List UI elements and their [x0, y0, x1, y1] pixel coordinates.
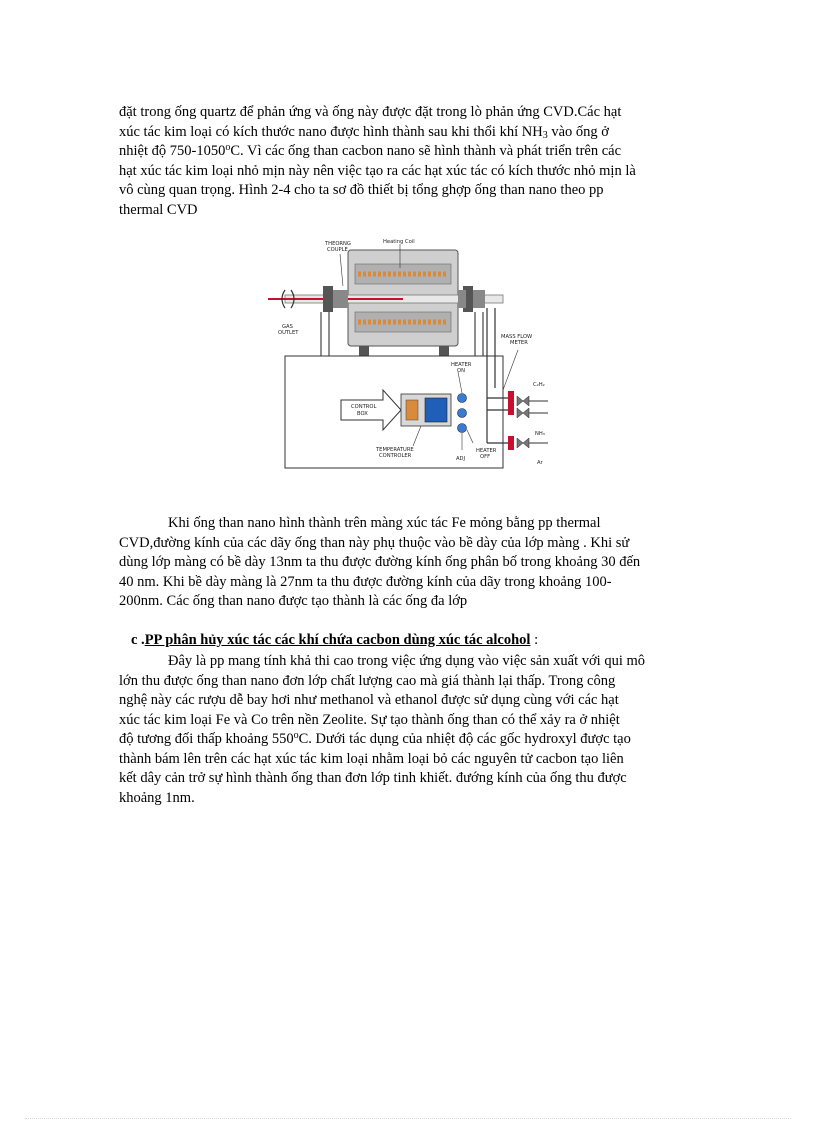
text-line: 40 nm. Khi bề dày màng là 27nm ta thu được đường kính của dãy trong khoảng 100- — [119, 573, 612, 590]
controller-screen — [425, 398, 447, 422]
label-control-box: CONTROL — [351, 404, 377, 410]
label-gas-outlet: GAS — [282, 324, 293, 330]
label-temperature-controller: CONTROLER — [379, 453, 412, 459]
label-gas-outlet: OUTLET — [278, 330, 299, 336]
text-line: Đây là pp mang tính khả thi cao trong việc ứng dụng vào việc sản xuất với qui mô — [168, 653, 646, 669]
heading-suffix: : — [530, 632, 539, 648]
text-line: kết dây cản trở sự hình thành ống than đơn lớp tinh khiết. đướng kính của ống thu được — [119, 770, 627, 786]
label-thermocouple: COUPLE — [327, 247, 348, 253]
heater-off-knob — [458, 424, 467, 433]
page-footer-divider — [25, 1118, 791, 1119]
mass-flow-meter — [508, 391, 514, 415]
label-control-box: BOX — [357, 411, 368, 417]
cvd-apparatus-diagram — [263, 238, 553, 474]
text-line: nhiệt độ 750-1050$^o$C. Vì các ống than cacbon nano sẽ hình thành và phát triển trên các — [119, 142, 622, 159]
label-gas-c2h2: C₂H₂ — [533, 382, 545, 388]
text-line: xúc tác kim loại có kích thước nano được hình thành sau khi thổi khí $NH_3$ vào ống ở — [119, 123, 609, 141]
text-line: 200nm. Các ống than nano được tạo thành là các ống đa lớp — [119, 593, 468, 609]
section-heading — [131, 632, 538, 649]
paragraph-intro — [119, 103, 704, 220]
text-line: lớn thu được ống than nano đơn lớp chất lượng cao mà giá thành lại thấp. Trong công — [119, 672, 616, 689]
paragraph-film-thickness — [119, 514, 704, 612]
text-line: thermal CVD — [119, 201, 198, 218]
text-line: xúc tác kim loại Fe và Co trên nền Zeolite. Sự tạo thành ống than có thể xảy ra ở nhiệt — [119, 711, 620, 728]
text-line: dùng lớp màng có bề dày 13nm ta thu được đường kính ống phân bố trong khoảng 30 đến — [119, 554, 641, 570]
text-line: Khi ống than nano hình thành trên màng xúc tác Fe mỏng bằng pp thermal — [168, 515, 601, 531]
label-thermocouple: THEORNG — [325, 241, 351, 247]
label-adj: ADJ — [456, 456, 466, 462]
label-temperature-controller: TEMPERATURE — [376, 447, 414, 453]
label-heating-coil: Heating Coil — [383, 239, 415, 245]
text-line: nghệ này các rượu dễ bay hơi như methanol và ethanol được sử dụng cùng với các hạt — [119, 692, 619, 708]
label-heater-off: OFF — [480, 454, 491, 460]
text-line: hạt xúc tác kim loại nhỏ mịn này nên việc tạo ra các hạt xúc tác có kích thước nhỏ mịn là — [119, 162, 636, 179]
heading-prefix: c . — [131, 632, 145, 648]
text-line: độ tương đối thấp khoảng 550$^o$C. Dưới tác dụng của nhiệt độ các gốc hydroxyl được tạo — [119, 730, 631, 747]
text-line: thành bám lên trên các hạt xúc tác kim loại nhằm loại bỏ các nguyên tử cacbon tạo liên — [119, 750, 624, 767]
label-gas-nh3: NH₃ — [535, 431, 545, 437]
text-line: đặt trong ống quartz để phản ứng và ống này được đặt trong lò phản ứng CVD.Các hạt — [119, 104, 622, 120]
paragraph-alcohol-method — [119, 652, 704, 808]
label-heater-on: ON — [457, 368, 465, 374]
heater-on-knob — [458, 394, 467, 403]
text-line: khoảng 1nm. — [119, 789, 195, 806]
label-gas-ar: Ar — [537, 460, 543, 466]
label-mass-flow-meter: METER — [510, 340, 528, 346]
text-line: CVD,đường kính của các dãy ống than này phụ thuộc vào bề dày của lớp màng . Khi sử — [119, 534, 630, 551]
heading-title: PP phân hủy xúc tác các khí chứa cacbon dùng xúc tác alcohol — [144, 632, 531, 648]
adj-knob — [458, 409, 467, 418]
label-heater-on: HEATER — [451, 362, 472, 368]
label-heater-off: HEATER — [476, 448, 497, 454]
text-line: vô cùng quan trọng. Hình 2-4 cho ta sơ đồ thiết bị tổng ghợp ống than nano theo pp — [119, 182, 604, 198]
label-mass-flow-meter: MASS FLOW — [501, 334, 533, 340]
